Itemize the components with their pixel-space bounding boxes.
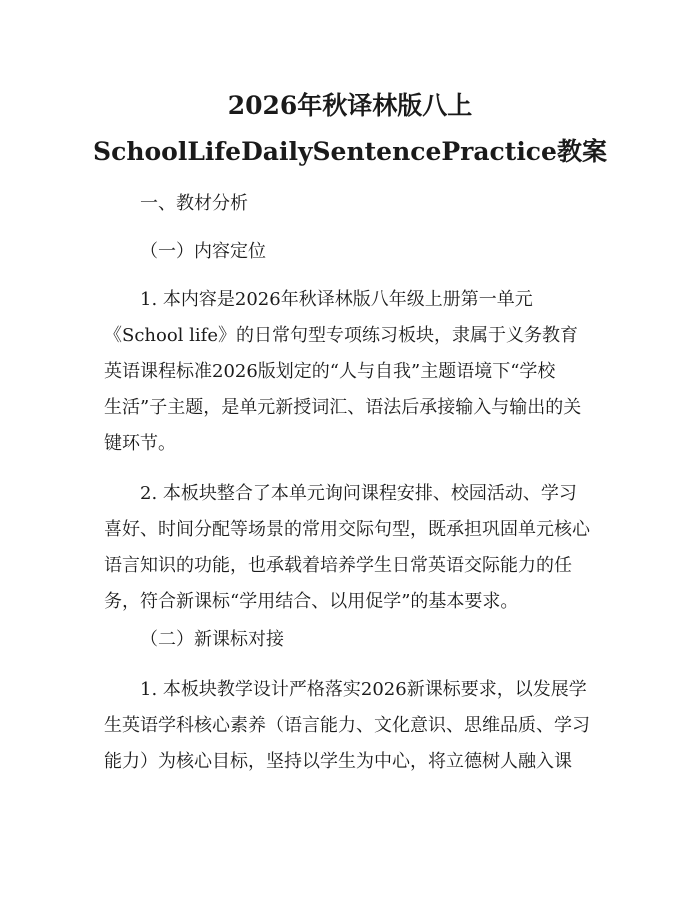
paragraph-line: 英语课程标准2026版划定的“人与自我”主题语境下“学校: [104, 361, 556, 382]
section-heading-analysis: 一、教材分析: [140, 193, 248, 214]
subsection-heading-curriculum: （二）新课标对接: [140, 629, 284, 650]
paragraph-line: 1. 本板块教学设计严格落实2026新课标要求，以发展学: [140, 679, 587, 700]
paragraph-line: 语言知识的功能，也承载着培养学生日常英语交际能力的任: [104, 555, 572, 576]
paragraph-line: 能力）为核心目标，坚持以学生为中心，将立德树人融入课: [104, 751, 572, 772]
paragraph-line: 2. 本板块整合了本单元询问课程安排、校园活动、学习: [140, 483, 577, 504]
paragraph-line: 1. 本内容是2026年秋译林版八年级上册第一单元: [140, 289, 533, 310]
paragraph-line: 务，符合新课标“学用结合、以用促学”的基本要求。: [104, 591, 519, 612]
paragraph-line: 喜好、时间分配等场景的常用交际句型，既承担巩固单元核心: [104, 519, 590, 540]
document-title-line-1: 2026年秋译林版八上: [227, 91, 473, 120]
subsection-heading-positioning: （一）内容定位: [140, 241, 266, 262]
paragraph-line: 生活”子主题，是单元新授词汇、语法后承接输入与输出的关: [104, 397, 582, 418]
paragraph-line: 键环节。: [104, 433, 176, 454]
paragraph-line: 生英语学科核心素养（语言能力、文化意识、思维品质、学习: [104, 715, 590, 736]
paragraph-line: 《School life》的日常句型专项练习板块，隶属于义务教育: [104, 325, 578, 346]
document-title-line-2: SchoolLifeDailySentencePractice教案: [93, 137, 607, 166]
